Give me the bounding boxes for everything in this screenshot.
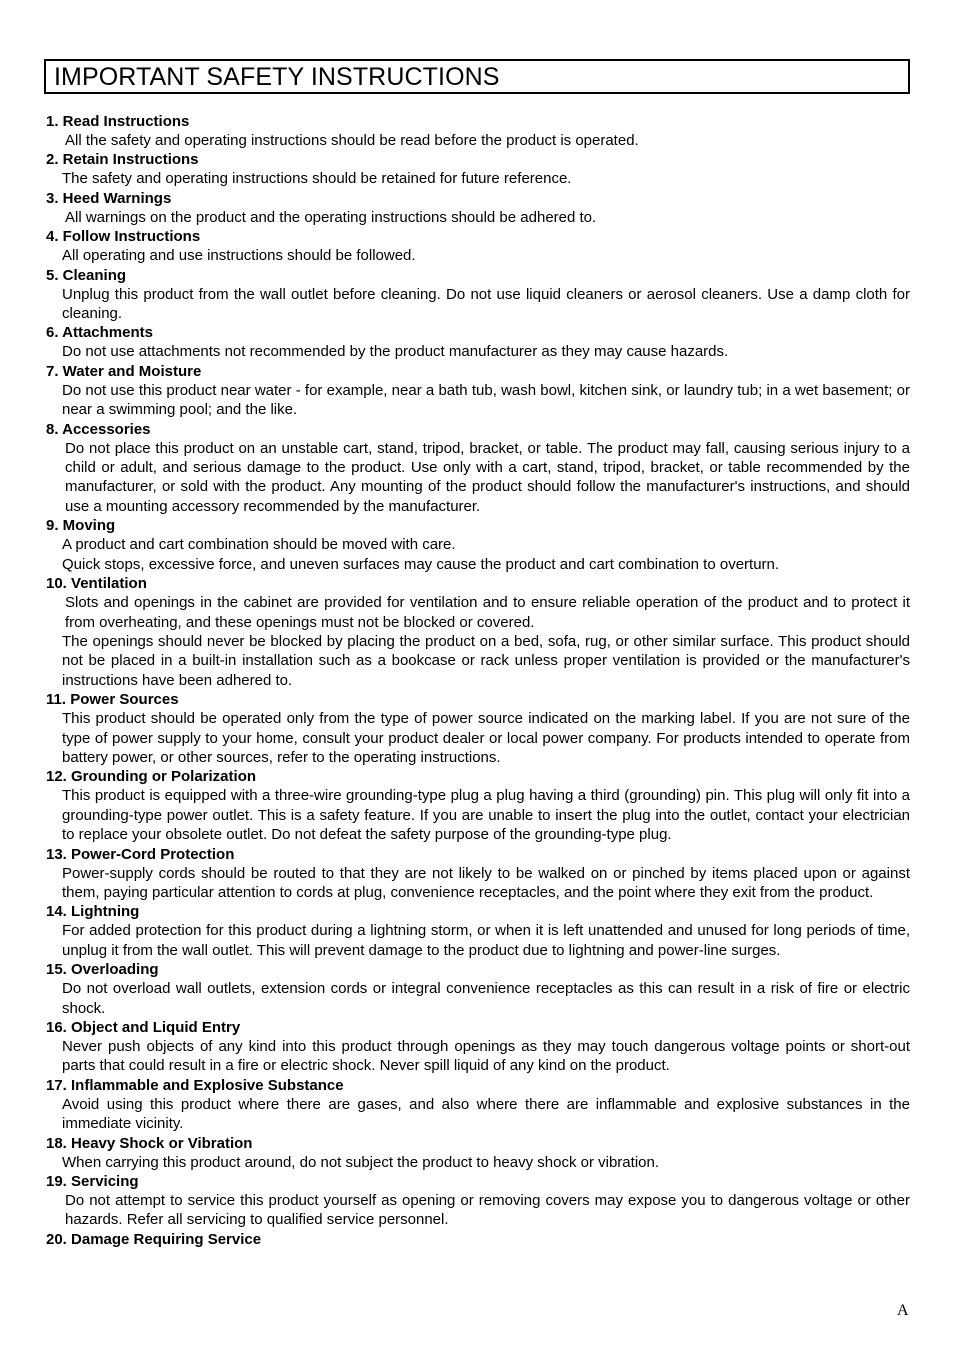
instruction-item: [46, 323, 910, 361]
instruction-text: Unplug this product from the wall outlet before cleaning. Do not use liquid cleaners or aerosol cleaners. Use a damp cloth for cleaning.: [62, 285, 910, 323]
page-title: IMPORTANT SAFETY INSTRUCTIONS: [54, 63, 500, 91]
instruction-text: When carrying this product around, do not subject the product to heavy shock or vibration.: [62, 1153, 659, 1171]
instruction-heading: 16. Object and Liquid Entry: [46, 1019, 241, 1036]
instruction-text: Quick stops, excessive force, and uneven surfaces may cause the product and cart combination to overturn.: [62, 555, 780, 573]
instruction-item: [46, 420, 910, 517]
instruction-heading: 20. Damage Requiring Service: [46, 1230, 262, 1248]
instruction-heading: 19. Servicing: [46, 1173, 139, 1191]
instruction-heading: 5. Cleaning: [46, 266, 127, 284]
instruction-heading: 6. Attachments: [46, 324, 153, 342]
instruction-heading: 3. Heed Warnings: [46, 189, 172, 207]
instruction-heading: 4. Follow Instructions: [46, 228, 201, 246]
instruction-item: [46, 1018, 910, 1076]
instruction-item: [46, 266, 910, 324]
instruction-heading: 9. Moving: [46, 517, 116, 535]
instruction-text: Slots and openings in the cabinet are provided for ventilation and to ensure reliable operation of the product and to protect it from overheating, and these openings must not be blocked or covered.: [65, 594, 910, 631]
instruction-item: [46, 960, 910, 1018]
instruction-heading: 2. Retain Instructions: [46, 151, 199, 169]
instruction-item: [46, 1076, 910, 1134]
instruction-item: [46, 1172, 910, 1230]
instruction-heading: 18. Heavy Shock or Vibration: [46, 1134, 253, 1152]
instruction-item: [46, 767, 910, 844]
instruction-text: This product should be operated only from the type of power source indicated on the marking label. If you are not sure of the type of power supply to your home, consult your product dealer or local power company. For products intended to operate from battery power, or other sources, refer to the operating instructions.: [62, 710, 910, 766]
instruction-item: [46, 1230, 910, 1249]
instruction-heading: 7. Water and Moisture: [46, 362, 202, 380]
instruction-text: Do not use this product near water - for example, near a bath tub, wash bowl, kitchen sink, or laundry tub; in a wet basement; or near a swimming pool; and the like.: [62, 381, 910, 419]
instruction-text: Do not attempt to service this product yourself as opening or removing covers may expose you to dangerous voltage or other hazards. Refer all servicing to qualified service personnel.: [65, 1192, 910, 1229]
instruction-text: This product is equipped with a three-wire grounding-type plug a plug having a third (grounding) pin. This plug will only fit into a grounding-type power outlet. This is a safety feature. If you are unable to insert the plug into the outlet, contact your electrician to replace your obsolete outlet. Do not defeat the safety purpose of the grounding-type plug.: [62, 787, 910, 844]
instruction-heading: 12. Grounding or Polarization: [46, 768, 257, 786]
instruction-text: Power-supply cords should be routed to that they are not likely to be walked on or pinched by items placed upon or against them, paying particular attention to cords at plug, convenience receptacles, and the point where they exit from the product.: [62, 864, 910, 901]
instruction-text: Do not use attachments not recommended by the product manufacturer as they may cause hazards.: [62, 343, 729, 361]
instruction-item: [46, 150, 910, 188]
instruction-text: The openings should never be blocked by placing the product on a bed, sofa, rug, or other similar surface. This product should not be placed in a built-in installation such as a bookcase or rack unless proper ventilation is provided or the manufacturer's instructions have been adhered to.: [62, 632, 910, 689]
instruction-text: Avoid using this product where there are gases, and also where there are inflammable and explosive substances in the immediate vicinity.: [62, 1095, 910, 1133]
instruction-item: [46, 362, 910, 420]
instruction-heading: 14. Lightning: [46, 903, 140, 921]
instruction-heading: 15. Overloading: [46, 961, 159, 979]
instruction-item: [46, 227, 910, 265]
instruction-item: [46, 902, 910, 960]
instruction-item: [46, 516, 910, 574]
instruction-text: Never push objects of any kind into this product through openings as they may touch dangerous voltage points or short-out parts that could result in a fire or electric shock. Never spill liquid of any kind on the product.: [62, 1038, 910, 1075]
instruction-item: [46, 845, 910, 903]
instruction-item: [46, 1134, 910, 1172]
instruction-text: Do not place this product on an unstable cart, stand, tripod, bracket, or table. The product may fall, causing serious injury to a child or adult, and serious damage to the product. Use only with a cart, stand, tripod, bracket, or table recommended by the manufacturer, or sold with the product. Any mounting of the product should follow the manufacturer's instructions, and should use a mounting accessory recommended by the manufacturer.: [65, 439, 910, 515]
instruction-heading: 13. Power-Cord Protection: [46, 845, 235, 863]
instruction-heading: 10. Ventilation: [46, 575, 147, 593]
page-label: A: [897, 1302, 909, 1319]
instruction-text: Do not overload wall outlets, extension cords or integral convenience receptacles as this can result in a risk of fire or electric shock.: [62, 980, 910, 1017]
instruction-item: [46, 690, 910, 767]
instruction-heading: 1. Read Instructions: [46, 113, 190, 130]
instructions-list: [46, 112, 910, 1249]
instruction-item: [46, 189, 910, 227]
instruction-text: All operating and use instructions should be followed.: [62, 247, 416, 265]
instruction-heading: 11. Power Sources: [46, 691, 179, 709]
instruction-text: All warnings on the product and the operating instructions should be adhered to.: [65, 208, 597, 226]
instruction-heading: 17. Inflammable and Explosive Substance: [46, 1076, 344, 1094]
instruction-item: [46, 112, 910, 150]
instruction-text: A product and cart combination should be moved with care.: [62, 536, 456, 554]
instruction-text: For added protection for this product during a lightning storm, or when it is left unattended and unused for long periods of time, unplug it from the wall outlet. This will prevent damage to the product due to lightning and power-line surges.: [62, 922, 910, 959]
instruction-heading: 8. Accessories: [46, 420, 151, 438]
instruction-text: All the safety and operating instructions should be read before the product is operated.: [65, 132, 639, 149]
title-box: [44, 59, 910, 94]
instruction-text: The safety and operating instructions should be retained for future reference.: [62, 170, 572, 188]
instruction-item: [46, 574, 910, 690]
